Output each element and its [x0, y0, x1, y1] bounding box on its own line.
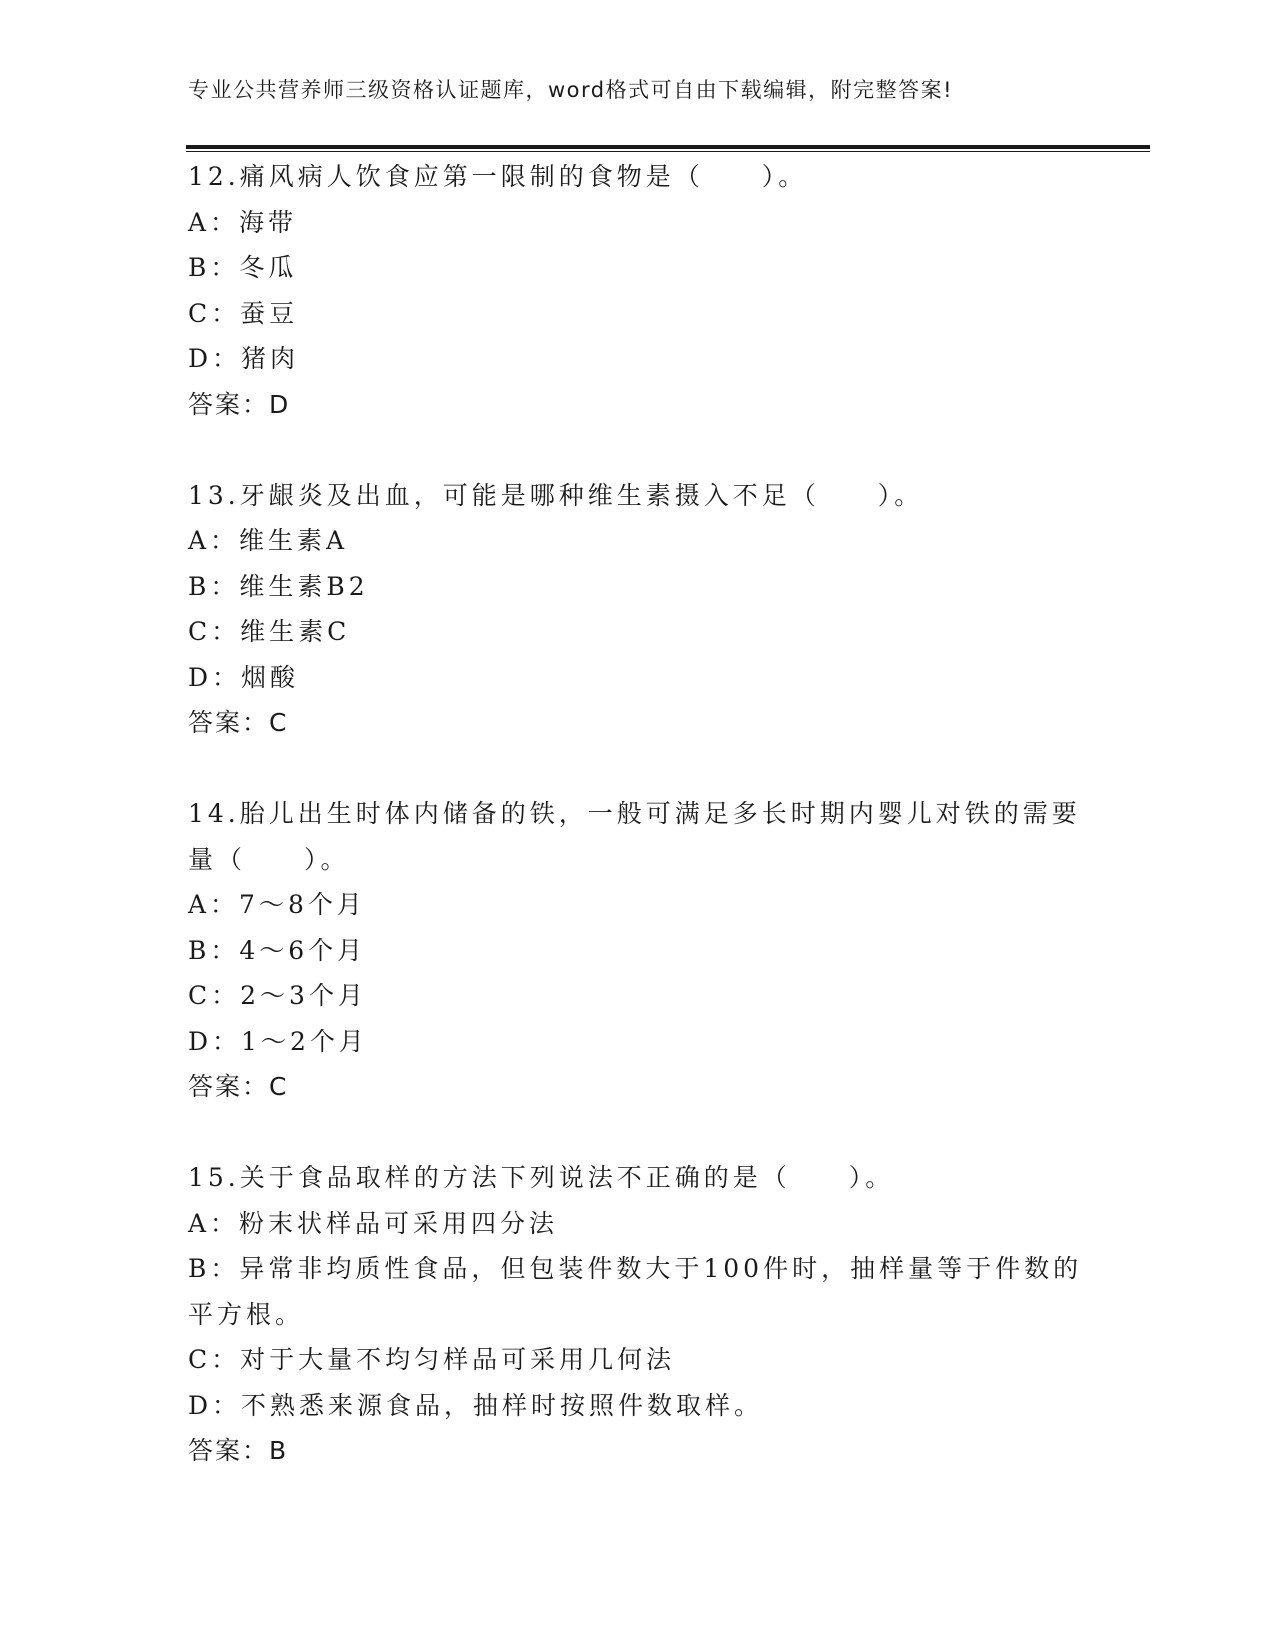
option-d: D：烟酸 [188, 662, 300, 692]
answer-line: 答案：C [188, 1072, 289, 1101]
option-a: A：7～8个月 [188, 890, 366, 919]
option-b: B：4～6个月 [188, 935, 367, 965]
option-a: A：维生素A [188, 526, 349, 555]
option-c: C：对于大量不均匀样品可采用几何法 [188, 1345, 676, 1374]
spacer [188, 1110, 1088, 1156]
question-13 [188, 473, 1088, 746]
question-stem: 13.牙龈炎及出血，可能是哪种维生素摄入不足（ ）。 [188, 480, 924, 510]
option-b: B：冬瓜 [188, 253, 298, 282]
answer-line: 答案：C [188, 708, 289, 737]
option-d: D：1～2个月 [188, 1026, 368, 1056]
spacer [188, 746, 1088, 792]
header-divider-thin [186, 151, 1150, 152]
question-14 [188, 791, 1088, 1110]
option-b-continued: 平方根。 [188, 1299, 305, 1329]
question-12 [188, 154, 1088, 427]
spacer [188, 427, 1088, 473]
option-c: C：维生素C [188, 617, 351, 646]
option-d: D：猪肉 [188, 344, 300, 373]
option-b: B：异常非均质性食品，但包装件数大于100件时，抽样量等于件数的 [188, 1254, 1083, 1283]
question-list [188, 154, 1088, 1474]
question-15 [188, 1155, 1088, 1474]
header-divider [186, 145, 1150, 149]
answer-line: 答案：B [188, 1436, 289, 1465]
question-stem: 15.关于食品取样的方法下列说法不正确的是（ ）。 [188, 1163, 895, 1192]
question-stem-continued: 量（ ）。 [188, 844, 350, 874]
option-b: B：维生素B2 [188, 571, 369, 601]
option-c: C：蚕豆 [188, 298, 299, 328]
answer-line: 答案：D [188, 389, 291, 419]
question-stem: 12.痛风病人饮食应第一限制的食物是（ ）。 [188, 162, 808, 191]
question-stem: 14.胎儿出生时体内储备的铁，一般可满足多长时期内婴儿对铁的需要 [188, 799, 1081, 828]
option-a: A：海带 [188, 207, 298, 237]
option-d: D：不熟悉来源食品，抽样时按照件数取样。 [188, 1390, 764, 1420]
page-header: 专业公共营养师三级资格认证题库，word格式可自由下载编辑，附完整答案! [188, 78, 954, 102]
option-c: C：2～3个月 [188, 981, 367, 1010]
option-a: A：粉末状样品可采用四分法 [188, 1208, 559, 1238]
